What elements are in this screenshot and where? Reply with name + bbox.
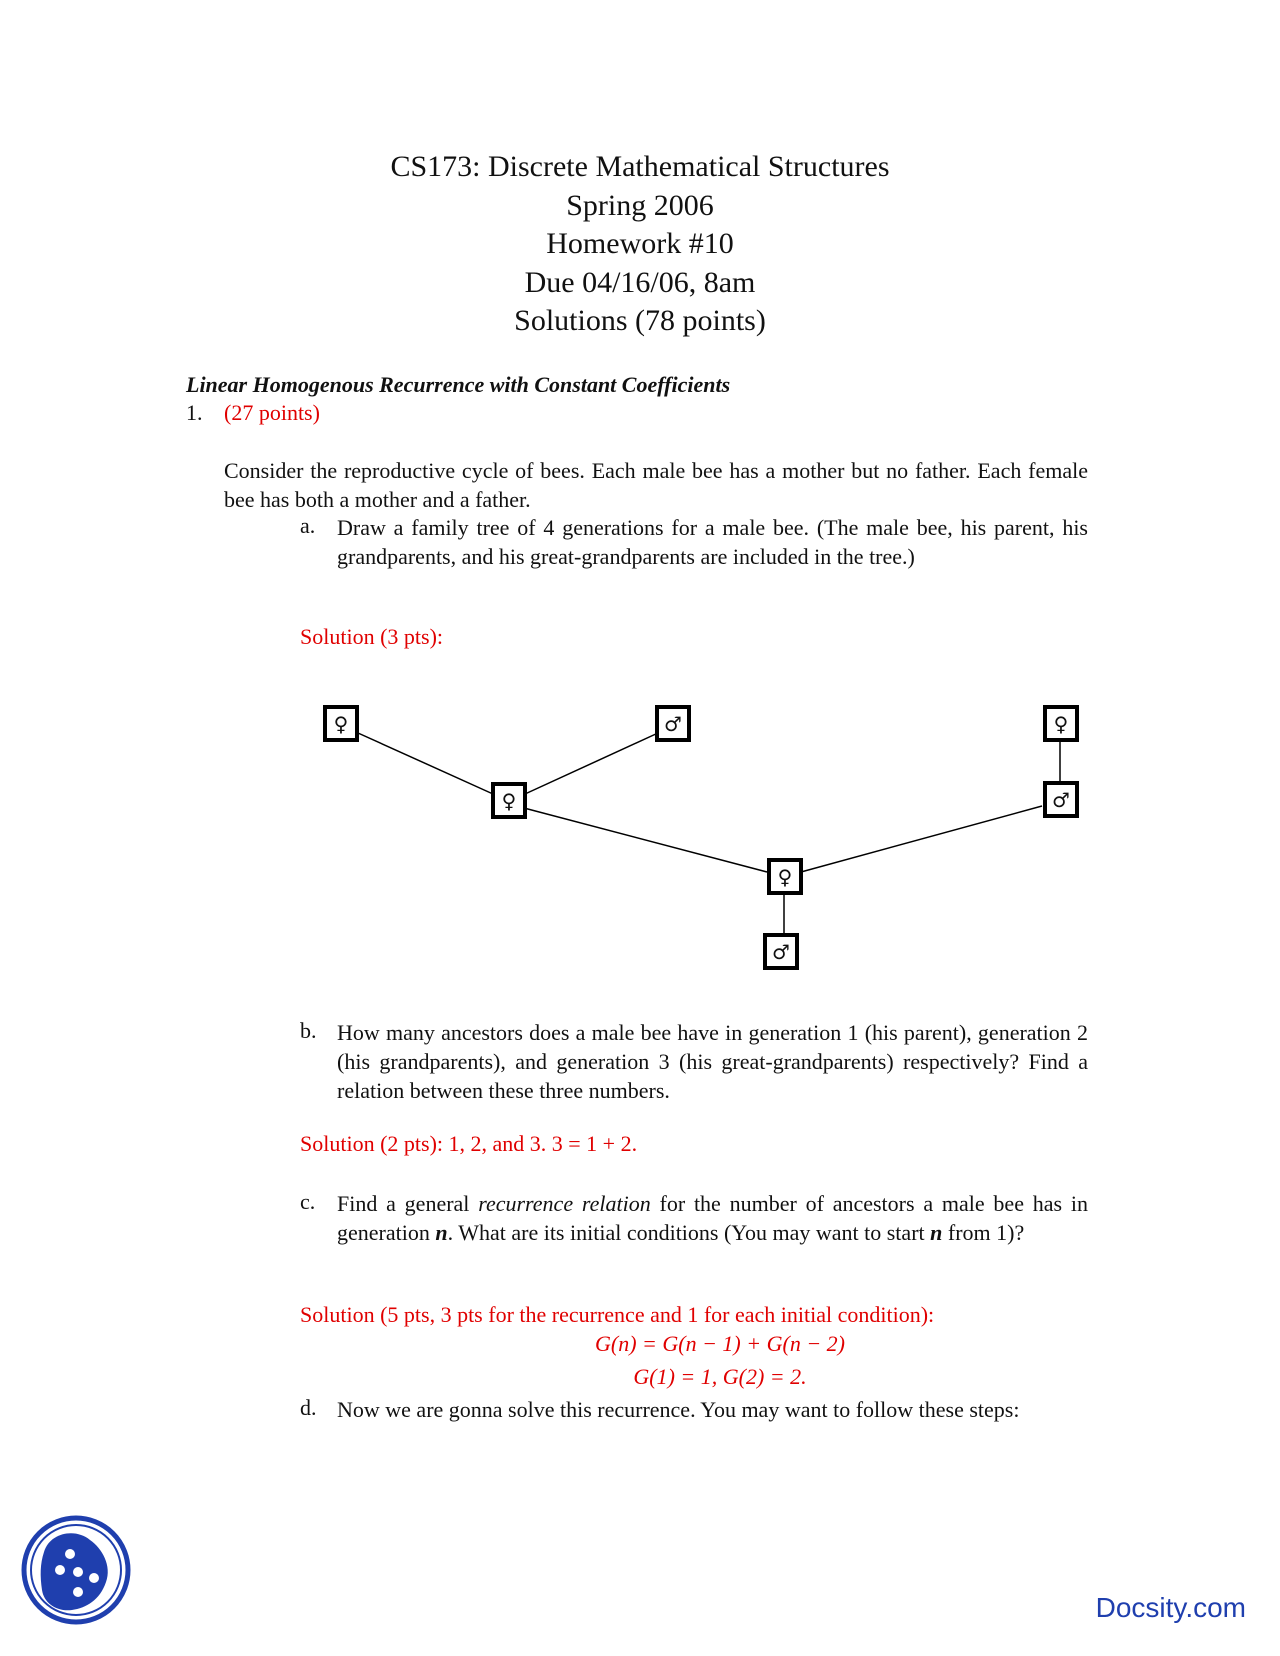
item-c-text-post: . What are its initial conditions (You may want to start [447, 1220, 931, 1245]
problem-intro: Consider the reproductive cycle of bees. Each male bee has a mother but no father. Each female bee has both a mother and a father. [224, 458, 1088, 512]
problem-points: (27 points) [224, 400, 320, 425]
female-mother-node [767, 858, 803, 895]
item-c-text [337, 1189, 1088, 1247]
male-icon: ♂ [772, 939, 790, 964]
female-great-grandmother-node [323, 705, 359, 742]
item-c-emphasis: recurrence relation [478, 1191, 651, 1216]
male-grandfather-node [1043, 781, 1079, 818]
due-date: Due 04/16/06, 8am [524, 265, 756, 299]
female-great-grandmother-2-node [1043, 705, 1079, 742]
item-a-text: Draw a family tree of 4 generations for a male bee. (The male bee, his parent, his grandparents, and his great-grandparents are included in the tree.) [337, 515, 1088, 569]
docsity-logo-icon[interactable] [20, 1514, 132, 1626]
item-b-text: How many ancestors does a male bee have in generation 1 (his parent), generation 2 (his grandparents), and generation 3 (his great-grandparents) respectively? Find a relation between these three numbers. [337, 1020, 1088, 1103]
male-great-grandfather-node [655, 705, 691, 742]
item-a-solution: Solution (3 pts): [300, 624, 444, 649]
male-icon: ♂ [664, 711, 682, 736]
male-bee-node [763, 933, 799, 970]
item-c-letter: c. [300, 1189, 316, 1214]
document-title [0, 148, 1280, 341]
item-c-text-mid: for the number of ancestors a male bee has in generation [337, 1191, 1088, 1245]
docsity-brand-link[interactable]: Docsity.com [1095, 1592, 1246, 1623]
item-b-letter: b. [300, 1018, 317, 1043]
section-heading: Linear Homogenous Recurrence with Constant Coefficients [186, 372, 731, 397]
course-title: CS173: Discrete Mathematical Structures [390, 150, 890, 183]
problem-number: 1. [186, 400, 203, 425]
item-a-letter: a. [300, 513, 316, 538]
item-b-solution: Solution (2 pts): 1, 2, and 3. 3 = 1 + 2. [300, 1131, 638, 1156]
solutions-points: Solutions (78 points) [514, 304, 766, 337]
item-d-text: Now we are gonna solve this recurrence. You may want to follow these steps: [337, 1397, 1020, 1422]
male-icon: ♂ [1052, 787, 1070, 812]
edge-gf-to-mother [801, 806, 1042, 872]
edge-gm-to-mother [524, 808, 767, 872]
item-c-variable-n: n [435, 1220, 448, 1245]
female-grandmother-node [491, 782, 527, 819]
recurrence-equation [0, 1331, 1280, 1357]
item-d-letter: d. [300, 1395, 317, 1420]
item-c-variable-n2: n [930, 1220, 943, 1245]
female-icon: ♀ [1053, 711, 1069, 736]
initial-conditions [0, 1364, 1280, 1390]
initial-conditions-text: G(1) = 1, G(2) = 2. [633, 1364, 807, 1389]
item-c-solution: Solution (5 pts, 3 pts for the recurrence and 1 for each initial condition): [300, 1302, 935, 1327]
female-icon: ♀ [333, 711, 349, 736]
recurrence-equation-text: G(n) = G(n − 1) + G(n − 2) [594, 1331, 845, 1356]
female-icon: ♀ [501, 788, 517, 813]
item-c-text-pre: Find a general [337, 1191, 479, 1216]
item-c-text-end: from 1)? [942, 1220, 1025, 1245]
female-icon: ♀ [777, 864, 793, 889]
term: Spring 2006 [566, 188, 714, 222]
edge-ggm-to-gm [358, 733, 493, 794]
homework-number: Homework #10 [546, 227, 734, 260]
edge-ggf-to-gm [525, 733, 658, 794]
